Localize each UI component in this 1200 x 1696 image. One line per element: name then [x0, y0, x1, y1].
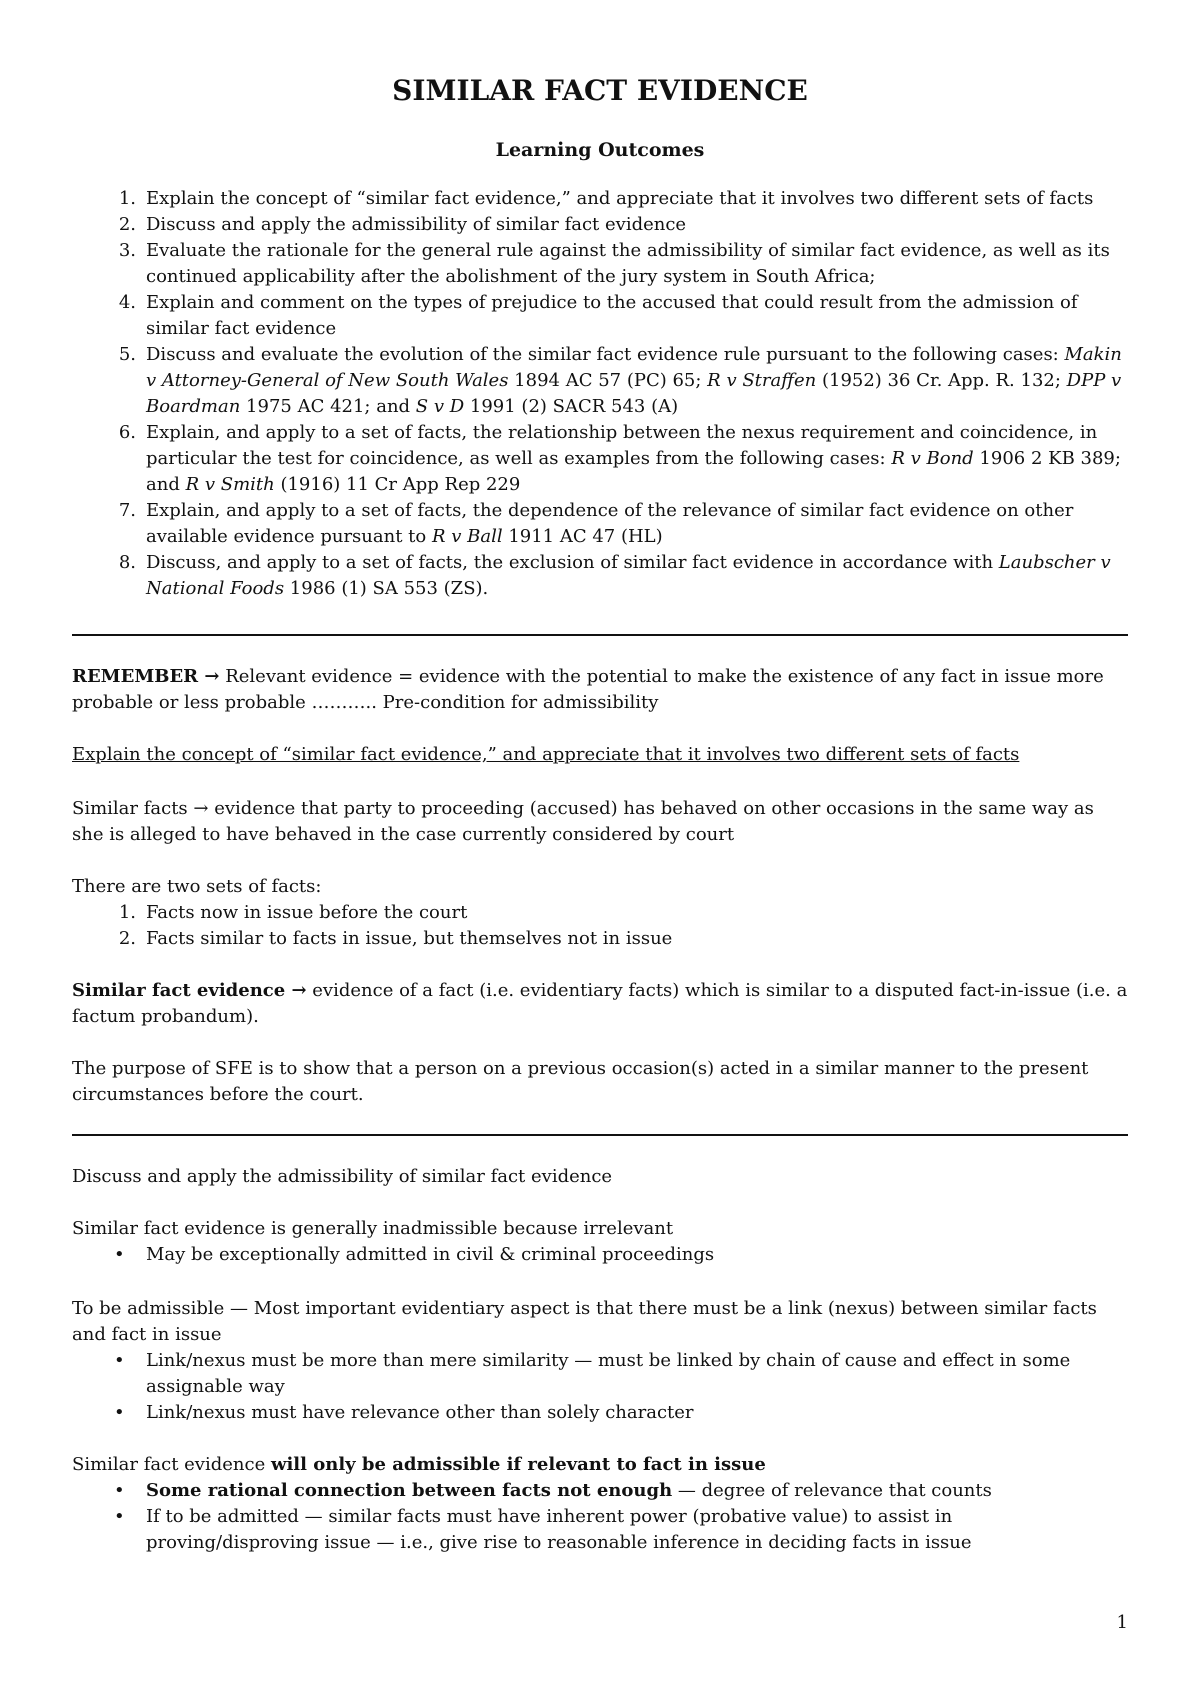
relevance-block — [72, 1452, 1128, 1556]
list-item: 4. Explain and comment on the types of prejudice to the accused that could result from the admission of similar fact evidence — [118, 292, 1078, 339]
case-citation: DPP v Boardman — [146, 370, 1122, 417]
list-item: 1. Explain the concept of “similar fact evidence,” and appreciate that it involves two different sets of facts — [118, 188, 1094, 209]
sfe-purpose: The purpose of SFE is to show that a person on a previous occasion(s) acted in a similar manner to the present circumstances before the court. — [72, 1058, 1089, 1105]
section-divider — [72, 634, 1128, 636]
section-heading: Explain the concept of “similar fact evidence,” and appreciate that it involves two different sets of facts — [72, 744, 1020, 765]
page-number: 1 — [1116, 1612, 1128, 1633]
list-item: 1. Facts now in issue before the court — [118, 902, 468, 923]
document-title: SIMILAR FACT EVIDENCE — [392, 74, 808, 107]
case-citation: R v Smith — [185, 474, 275, 495]
bullet-list — [72, 1348, 1128, 1426]
case-citation: Laubscher v National Foods — [146, 552, 1111, 599]
learning-outcomes-list — [72, 186, 1128, 602]
case-citation: R v Straffen — [707, 370, 817, 391]
bullet-list — [72, 1242, 1128, 1268]
list-item: • If to be admitted — similar facts must have inherent power (probative value) to assist in proving/disproving issue — i.e., give rise to reasonable inference in deciding facts in issue — [72, 1504, 1128, 1556]
section-divider — [72, 1134, 1128, 1136]
document-page — [72, 0, 1128, 1696]
inadmissible-statement: Similar fact evidence is generally inadmissible because irrelevant — [72, 1218, 674, 1239]
inadmissible-block — [72, 1216, 1128, 1268]
case-citation: R v Bond — [891, 448, 974, 469]
two-sets-list — [72, 900, 1128, 952]
two-sets-intro: There are two sets of facts: — [72, 876, 322, 897]
remember-note: REMEMBER → Relevant evidence = evidence with the potential to make the existence of any fact in issue more probable or less probable ……….. Pre-condition for admissibility — [72, 666, 1104, 713]
list-item: • Link/nexus must be more than mere similarity — must be linked by chain of cause and effect in some assignable way — [72, 1348, 1128, 1400]
case-citation: R v Ball — [431, 526, 503, 547]
list-item: 2. Facts similar to facts in issue, but themselves not in issue — [118, 928, 673, 949]
relevance-statement: Similar fact evidence will only be admissible if relevant to fact in issue — [72, 1454, 766, 1475]
two-sets-block — [72, 874, 1128, 952]
section-heading: Discuss and apply the admissibility of similar fact evidence — [72, 1166, 613, 1187]
nexus-statement: To be admissible — Most important evidentiary aspect is that there must be a link (nexus) between similar facts and fact in issue — [72, 1298, 1097, 1345]
list-item: 2. Discuss and apply the admissibility of similar fact evidence — [118, 214, 687, 235]
list-item: 3. Evaluate the rationale for the general rule against the admissibility of similar fact evidence, as well as its continued applicability after the abolishment of the jury system in South Africa; — [118, 240, 1110, 287]
nexus-block — [72, 1296, 1128, 1426]
list-item: • Link/nexus must have relevance other than solely character — [72, 1400, 1128, 1426]
case-citation: S v D — [415, 396, 465, 417]
list-item: 7. Explain, and apply to a set of facts, the dependence of the relevance of similar fact evidence on other available evidence pursuant to R v Ball 1911 AC 47 (HL) — [118, 500, 1074, 547]
list-item: 5. Discuss and evaluate the evolution of the similar fact evidence rule pursuant to the following cases: Makin v Attorney-General of New South Wales 1894 AC 57 (PC) 65; R v Straffen (1952) 36 Cr. App. R. 132; DPP v Boardman 1975 AC 421; and S v D 1991 (2) SACR 543 (A) — [118, 344, 1122, 417]
sfe-definition: Similar fact evidence → evidence of a fact (i.e. evidentiary facts) which is similar to a disputed fact-in-issue (i.e. a factum probandum). — [72, 980, 1128, 1027]
list-item: • May be exceptionally admitted in civil & criminal proceedings — [72, 1242, 1128, 1268]
case-citation: Makin v Attorney-General of New South Wales — [146, 344, 1122, 391]
similar-facts-definition: Similar facts → evidence that party to proceeding (accused) has behaved on other occasions in the same way as she is alleged to have behaved in the case currently considered by court — [72, 798, 1094, 845]
list-item: • Some rational connection between facts not enough — degree of relevance that counts — [72, 1478, 1128, 1504]
bullet-list — [72, 1478, 1128, 1556]
list-item: 6. Explain, and apply to a set of facts, the relationship between the nexus requirement and coincidence, in particular the test for coincidence, as well as examples from the following cases: R v Bond 1906 2 KB 389; and R v Smith (1916) 11 Cr App Rep 229 — [118, 422, 1121, 495]
learning-outcomes-heading: Learning Outcomes — [495, 139, 705, 161]
list-item: 8. Discuss, and apply to a set of facts, the exclusion of similar fact evidence in accordance with Laubscher v National Foods 1986 (1) SA 553 (ZS). — [118, 552, 1111, 599]
